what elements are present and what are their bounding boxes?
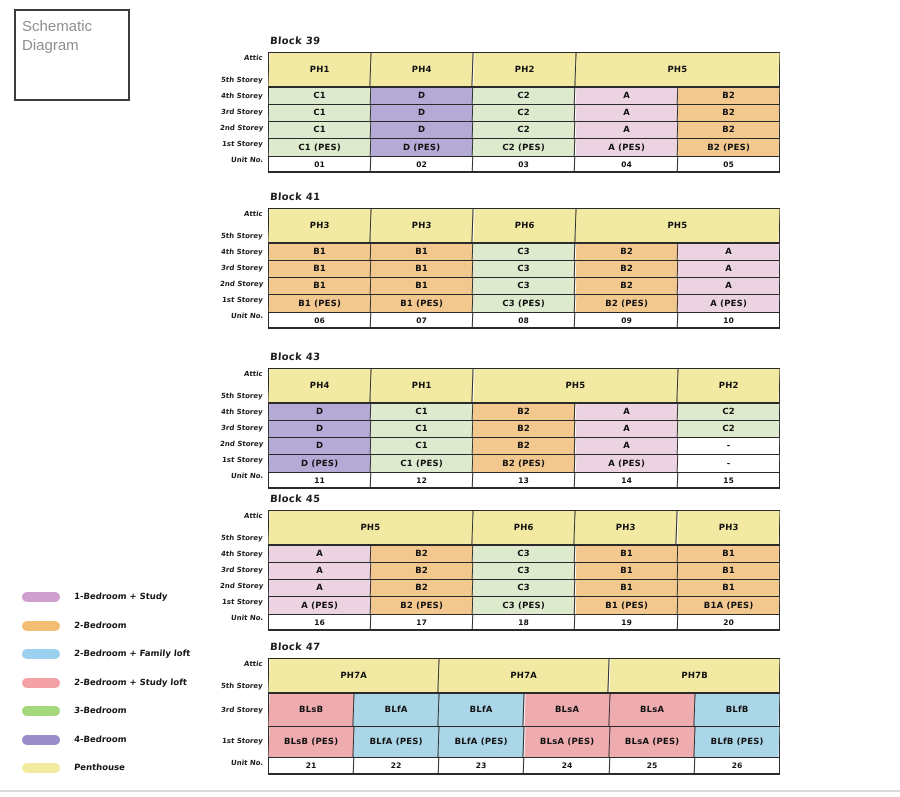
block-table bbox=[220, 658, 780, 775]
block-table bbox=[219, 52, 780, 173]
unit-type-cell: BLfA (PES) bbox=[439, 727, 525, 757]
unit-type-cell: C1 bbox=[269, 88, 372, 104]
unit-type-cell: A bbox=[678, 244, 780, 260]
unit-type-cell: B2 bbox=[575, 261, 678, 277]
unit-type-cell: BLsA bbox=[609, 694, 695, 726]
unit-number-cell: 26 bbox=[731, 761, 743, 770]
row-label: 4th Storey bbox=[220, 407, 264, 416]
legend-label: 3-Bedroom bbox=[73, 706, 127, 716]
fifth-storey-label: 5th Storey bbox=[220, 392, 264, 400]
row-label: 1st Storey bbox=[221, 456, 264, 464]
unit-type-cell: B1A (PES) bbox=[678, 597, 780, 614]
storey-row bbox=[269, 438, 779, 455]
unit-type-cell: D bbox=[371, 105, 474, 121]
unit-type-cell: C1 bbox=[371, 421, 474, 437]
unit-type-cell: B1 bbox=[269, 261, 372, 277]
legend-swatch bbox=[22, 621, 60, 631]
unit-number-row bbox=[269, 758, 779, 774]
unit-type-cell: B1 bbox=[371, 261, 474, 277]
unit-type-cell: D (PES) bbox=[371, 139, 474, 156]
unit-type-cell: A bbox=[269, 580, 372, 596]
unit-type-cell: B2 bbox=[575, 278, 678, 294]
penthouse-cell: PH4 bbox=[371, 53, 475, 86]
legend-swatch bbox=[22, 735, 60, 745]
unit-number-cell: 04 bbox=[575, 157, 678, 171]
penthouse-row bbox=[269, 511, 779, 546]
unit-number-cell: 24 bbox=[524, 758, 610, 773]
fifth-storey-label: 5th Storey bbox=[220, 232, 264, 240]
unit-number-cell: 02 bbox=[371, 157, 474, 171]
unit-type-cell: C1 (PES) bbox=[269, 139, 372, 156]
unit-type-cell: - bbox=[678, 455, 780, 472]
penthouse-cell: PH3 bbox=[268, 209, 372, 242]
storey-row bbox=[269, 295, 779, 313]
row-label: 3rd Storey bbox=[220, 263, 264, 272]
attic-label: Attic bbox=[243, 660, 264, 668]
penthouse-cell: PH5 bbox=[473, 369, 678, 402]
unit-type-cell: BLfA bbox=[354, 694, 440, 726]
unit-number-row bbox=[269, 157, 779, 172]
storey-row bbox=[269, 546, 779, 563]
penthouse-cell: PH6 bbox=[472, 511, 576, 544]
storey-row bbox=[269, 404, 779, 421]
unit-number-cell: 14 bbox=[575, 473, 678, 487]
unit-no-label: Unit No. bbox=[230, 471, 264, 480]
penthouse-cell: PH2 bbox=[677, 369, 780, 402]
storey-row bbox=[269, 727, 779, 758]
unit-number-cell: 05 bbox=[722, 159, 734, 169]
unit-number-cell: 08 bbox=[473, 313, 576, 327]
unit-no-label: Unit No. bbox=[230, 613, 264, 622]
fifth-storey-label: 5th Storey bbox=[220, 76, 264, 84]
unit-number-row bbox=[269, 615, 779, 630]
unit-type-cell: B2 bbox=[678, 122, 780, 138]
unit-type-cell: B1 (PES) bbox=[269, 295, 372, 312]
unit-type-cell: C1 bbox=[269, 122, 372, 138]
block-table bbox=[219, 368, 780, 489]
storey-row bbox=[269, 278, 779, 295]
unit-type-cell: B2 (PES) bbox=[371, 597, 474, 614]
unit-number-cell: 25 bbox=[609, 758, 695, 773]
unit-type-cell: A bbox=[575, 88, 678, 104]
penthouse-cell: PH7A bbox=[439, 659, 610, 692]
unit-number-row bbox=[269, 473, 779, 488]
unit-type-cell: B1 bbox=[371, 244, 474, 260]
unit-type-cell: B2 bbox=[371, 580, 474, 596]
unit-type-cell: A bbox=[575, 404, 678, 420]
unit-number-cell: 17 bbox=[371, 615, 474, 629]
attic-label: Attic bbox=[243, 370, 264, 378]
penthouse-cell: PH5 bbox=[268, 511, 473, 544]
unit-no-label: Unit No. bbox=[230, 759, 264, 767]
attic-label: Attic bbox=[243, 512, 264, 520]
unit-type-cell: B1 bbox=[678, 580, 780, 596]
unit-type-cell: B1 (PES) bbox=[575, 597, 678, 614]
penthouse-cell: PH7A bbox=[268, 659, 439, 692]
unit-type-cell: BLsA (PES) bbox=[524, 727, 610, 757]
unit-type-cell: C3 (PES) bbox=[473, 597, 576, 614]
unit-type-cell: B2 bbox=[473, 438, 576, 454]
storey-row bbox=[269, 261, 779, 278]
unit-type-cell: D bbox=[371, 122, 474, 138]
legend-label: 2-Bedroom bbox=[73, 620, 127, 631]
unit-type-cell: A bbox=[269, 546, 372, 562]
unit-type-cell: C2 bbox=[473, 122, 576, 138]
unit-type-cell: C3 (PES) bbox=[473, 295, 576, 312]
unit-type-cell: A bbox=[678, 278, 780, 294]
unit-number-cell: 16 bbox=[269, 615, 372, 629]
unit-type-cell: B1 (PES) bbox=[371, 295, 474, 312]
row-label: 4th Storey bbox=[220, 549, 264, 558]
unit-number-cell: 13 bbox=[473, 473, 576, 487]
unit-type-cell: BLfA bbox=[439, 694, 525, 726]
row-label: 1st Storey bbox=[221, 296, 264, 304]
unit-type-cell: C1 bbox=[371, 404, 474, 420]
block-title: Block 43 bbox=[269, 352, 321, 363]
unit-no-label: Unit No. bbox=[230, 311, 264, 320]
unit-type-cell: B2 (PES) bbox=[678, 139, 780, 156]
unit-type-cell: B2 bbox=[678, 88, 780, 104]
storey-row bbox=[269, 455, 779, 473]
unit-type-cell: B1 bbox=[575, 580, 678, 596]
unit-type-cell: C1 (PES) bbox=[371, 455, 474, 472]
row-label: 4th Storey bbox=[220, 91, 264, 100]
unit-number-cell: 21 bbox=[269, 758, 355, 773]
row-label: 3rd Storey bbox=[220, 107, 264, 116]
unit-type-cell: B1 bbox=[575, 563, 678, 579]
fifth-storey-label: 5th Storey bbox=[220, 534, 264, 542]
penthouse-row bbox=[269, 659, 779, 694]
storey-row bbox=[269, 122, 779, 139]
penthouse-row bbox=[269, 53, 779, 88]
unit-number-cell: 20 bbox=[722, 617, 734, 627]
unit-type-cell: A bbox=[678, 261, 780, 277]
penthouse-cell: PH5 bbox=[576, 209, 780, 242]
unit-type-cell: C3 bbox=[473, 563, 576, 579]
unit-type-cell: - bbox=[678, 438, 780, 454]
storey-row bbox=[269, 597, 779, 615]
unit-number-cell: 19 bbox=[575, 615, 678, 629]
block-title: Block 45 bbox=[269, 494, 321, 505]
legend-swatch bbox=[22, 706, 60, 716]
unit-type-cell: C3 bbox=[473, 580, 576, 596]
unit-type-cell: C1 bbox=[269, 105, 372, 121]
unit-number-cell: 06 bbox=[269, 313, 372, 327]
legend-label: 2-Bedroom + Family loft bbox=[73, 649, 191, 659]
unit-type-cell: B1 bbox=[269, 244, 372, 260]
storey-row bbox=[269, 580, 779, 597]
row-label: 2nd Storey bbox=[219, 279, 264, 288]
attic-label: Attic bbox=[243, 54, 264, 62]
penthouse-cell: PH4 bbox=[268, 369, 372, 402]
unit-number-row bbox=[269, 313, 779, 328]
unit-type-cell: A (PES) bbox=[575, 455, 678, 472]
legend-swatch bbox=[22, 592, 60, 602]
penthouse-row bbox=[269, 369, 779, 404]
row-label: 1st Storey bbox=[221, 140, 264, 148]
block-table bbox=[219, 208, 780, 329]
unit-type-cell: B2 bbox=[575, 244, 678, 260]
unit-type-cell: C2 bbox=[678, 421, 780, 437]
bottom-divider bbox=[0, 790, 900, 792]
unit-type-cell: BLfB bbox=[694, 694, 779, 726]
unit-number-cell: 18 bbox=[473, 615, 576, 629]
penthouse-cell: PH5 bbox=[576, 53, 780, 86]
row-label: 1st Storey bbox=[221, 598, 264, 606]
unit-type-cell: A bbox=[575, 421, 678, 437]
unit-number-cell: 12 bbox=[371, 473, 474, 487]
unit-type-cell: B1 bbox=[269, 278, 372, 294]
legend-swatch bbox=[22, 678, 60, 688]
unit-number-cell: 07 bbox=[371, 313, 474, 327]
unit-type-cell: A bbox=[575, 438, 678, 454]
unit-number-cell: 09 bbox=[575, 313, 678, 327]
unit-type-cell: B2 bbox=[371, 546, 474, 562]
block-title: Block 47 bbox=[269, 642, 321, 653]
row-label: 3rd Storey bbox=[220, 423, 264, 432]
unit-number-cell: 23 bbox=[439, 758, 525, 773]
unit-type-cell: C3 bbox=[473, 546, 576, 562]
unit-type-cell: B2 bbox=[473, 421, 576, 437]
storey-row bbox=[269, 421, 779, 438]
unit-type-cell: B2 bbox=[678, 105, 780, 121]
unit-number-cell: 11 bbox=[269, 473, 372, 487]
unit-type-cell: A bbox=[575, 105, 678, 121]
unit-type-cell: C3 bbox=[473, 278, 576, 294]
unit-type-cell: D bbox=[269, 438, 372, 454]
unit-type-cell: A (PES) bbox=[575, 139, 678, 156]
unit-type-cell: C3 bbox=[473, 244, 576, 260]
legend-label: 2-Bedroom + Study loft bbox=[73, 677, 188, 688]
unit-type-cell: D bbox=[269, 421, 372, 437]
unit-type-cell: A (PES) bbox=[678, 295, 780, 312]
unit-type-cell: C3 bbox=[473, 261, 576, 277]
unit-type-cell: B2 (PES) bbox=[575, 295, 678, 312]
penthouse-cell: PH2 bbox=[473, 53, 577, 86]
unit-type-cell: B1 bbox=[678, 546, 780, 562]
unit-type-cell: B2 bbox=[371, 563, 474, 579]
row-label: 2nd Storey bbox=[219, 581, 264, 590]
legend-label: 4-Bedroom bbox=[73, 734, 127, 745]
penthouse-cell: PH3 bbox=[371, 209, 475, 242]
storey-row bbox=[269, 694, 779, 727]
unit-no-label: Unit No. bbox=[230, 155, 264, 164]
unit-type-cell: BLsA bbox=[524, 694, 610, 726]
row-label: 3rd Storey bbox=[220, 565, 264, 574]
unit-type-cell: C2 (PES) bbox=[473, 139, 576, 156]
unit-type-cell: BLsA (PES) bbox=[609, 727, 695, 757]
unit-type-cell: BLsB bbox=[268, 694, 354, 726]
storey-row bbox=[269, 244, 779, 261]
storey-row bbox=[269, 139, 779, 157]
unit-type-cell: BLsB (PES) bbox=[268, 727, 354, 757]
storey-row bbox=[269, 88, 779, 105]
penthouse-cell: PH7B bbox=[609, 659, 779, 692]
row-label: 1st Storey bbox=[221, 736, 264, 745]
unit-type-cell: D bbox=[371, 88, 474, 104]
unit-type-cell: B2 (PES) bbox=[473, 455, 576, 472]
unit-number-cell: 15 bbox=[722, 475, 734, 485]
legend-swatch bbox=[22, 763, 60, 773]
penthouse-cell: PH6 bbox=[473, 209, 577, 242]
unit-type-cell: D bbox=[269, 404, 372, 420]
row-label: 3rd Storey bbox=[220, 705, 264, 714]
unit-number-cell: 10 bbox=[722, 315, 734, 325]
unit-type-cell: B1 bbox=[678, 563, 780, 579]
unit-type-cell: A bbox=[269, 563, 372, 579]
penthouse-cell: PH1 bbox=[268, 53, 372, 86]
unit-type-cell: B1 bbox=[371, 278, 474, 294]
unit-number-cell: 01 bbox=[269, 157, 372, 171]
storey-row bbox=[269, 105, 779, 122]
unit-number-cell: 22 bbox=[354, 758, 440, 773]
fifth-storey-label: 5th Storey bbox=[220, 682, 264, 690]
unit-number-cell: 03 bbox=[473, 157, 576, 171]
row-label: 4th Storey bbox=[220, 247, 264, 256]
unit-type-cell: B1 bbox=[575, 546, 678, 562]
unit-type-cell: D (PES) bbox=[269, 455, 372, 472]
attic-label: Attic bbox=[243, 210, 264, 218]
unit-type-cell: BLfA (PES) bbox=[354, 727, 440, 757]
unit-type-cell: BLfB (PES) bbox=[694, 727, 779, 757]
unit-type-cell: C1 bbox=[371, 438, 474, 454]
penthouse-cell: PH1 bbox=[371, 369, 475, 402]
block-title: Block 41 bbox=[269, 192, 321, 203]
penthouse-cell: PH3 bbox=[677, 511, 780, 544]
penthouse-row bbox=[269, 209, 779, 244]
row-label: 2nd Storey bbox=[219, 439, 264, 448]
unit-type-cell: C2 bbox=[678, 404, 780, 420]
unit-type-cell: C2 bbox=[473, 105, 576, 121]
page-title: Schematic Diagram bbox=[22, 18, 93, 54]
unit-type-cell: A bbox=[575, 122, 678, 138]
legend-swatch bbox=[22, 649, 60, 659]
storey-row bbox=[269, 563, 779, 580]
unit-type-cell: C2 bbox=[473, 88, 576, 104]
block-title: Block 39 bbox=[269, 36, 321, 47]
row-label: 2nd Storey bbox=[219, 123, 264, 132]
block-table bbox=[219, 510, 780, 631]
legend-label: Penthouse bbox=[73, 763, 126, 773]
unit-type-cell: A (PES) bbox=[269, 597, 372, 614]
legend-label: 1-Bedroom + Study bbox=[73, 592, 168, 602]
schematic-diagram-title-box bbox=[14, 9, 130, 101]
unit-type-cell: B2 bbox=[473, 404, 576, 420]
penthouse-cell: PH3 bbox=[575, 511, 679, 544]
